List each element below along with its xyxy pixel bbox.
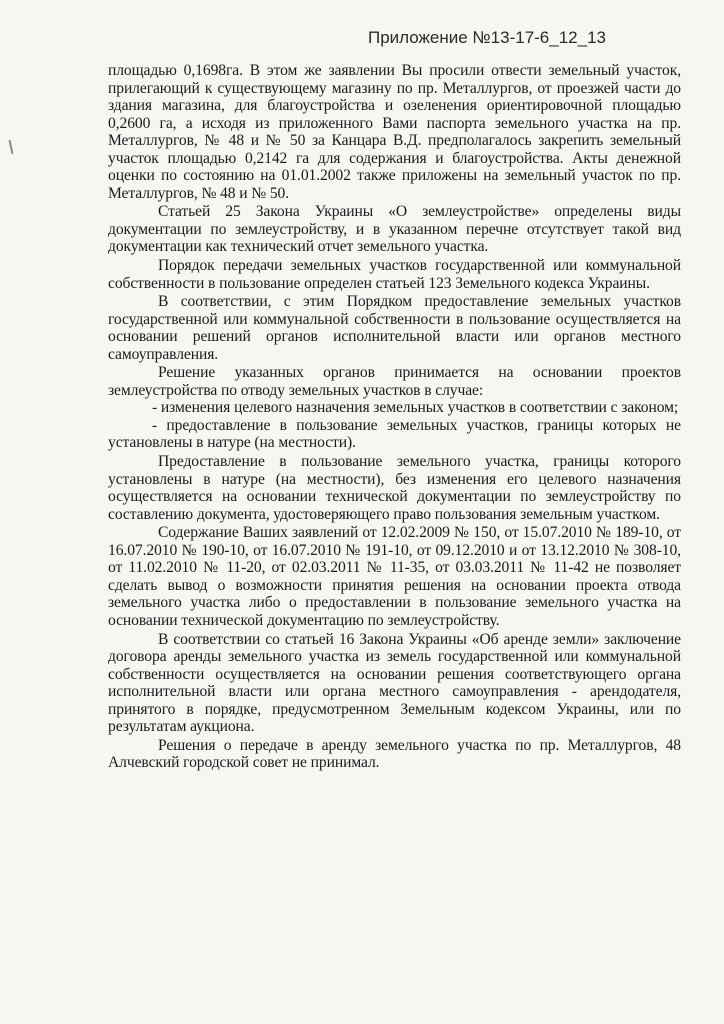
appendix-label: Приложение №13-17-6_12_13 <box>368 28 606 47</box>
paragraph-6: Предоставление в пользование земельного участка, границы которого установлены в натуре (на местности), без изменения его целевого назначения осуществляется на основании технической документации по землеустройству по составлению документа, удостоверяющего право пользования земельным участком. <box>108 453 681 523</box>
paragraph-1: площадью 0,1698га. В этом же заявлении Вы просили отвести земельный участок, прилегающий к существующему магазину по пр. Металлургов, от проезжей части до здания магазина, для благоустройства и озеленения ориентировочной площадью 0,2600 га, а исходя из приложенного Вами паспорта земельного участка на пр. Металлургов, № 48 и № 50 за Канцара В.Д. предполагалось закрепить земельный участок площадью 0,2142 га для содержания и благоустройства. Акты денежной оценки по состоянию на 01.01.2002 также приложены на земельный участок по пр. Металлургов, № 48 и № 50. <box>108 62 681 202</box>
list-item-1: - изменения целевого назначения земельных участков в соответствии с законом; <box>152 399 679 417</box>
paragraph-4: В соответствии, с этим Порядком предоставление земельных участков государственной или коммунальной собственности в пользование осуществляется на основании решений органов исполнительной власти или органов местного самоуправления. <box>108 293 681 363</box>
paragraph-2: Статьей 25 Закона Украины «О землеустройстве» определены виды документации по землеустройству, и в указанном перечне отсутствует такой вид документации как технический отчет земельного участка. <box>108 203 681 256</box>
paragraph-3: Порядок передачи земельных участков государственной или коммунальной собственности в пользование определен статьей 123 Земельного кодекса Украины. <box>108 257 681 292</box>
margin-mark <box>9 140 14 154</box>
paragraph-9: Решения о передаче в аренду земельного участка по пр. Металлургов, 48 Алчевский городской совет не принимал. <box>108 736 681 772</box>
paragraph-8: В соответствии со статьей 16 Закона Украины «Об аренде земли» заключение договора аренды земельного участка из земель государственной или коммунальной собственности осуществляется на основании решения соответствующего органа исполнительной власти или органа местного самоуправления - арендодателя, принятого в порядке, предусмотренном Земельным кодексом Украины, или по результатам аукциона. <box>108 630 681 736</box>
paragraph-5: Решение указанных органов принимается на основании проектов землеустройства по отводу земельных участков в случае: <box>108 364 681 399</box>
paragraph-7: Содержание Ваших заявлений от 12.02.2009 № 150, от 15.07.2010 № 189-10, от 16.07.2010 № 190-10, от 16.07.2010 № 191-10, от 09.12.2010 и от 13.12.2010 № 308-10, от 11.02.2010 № 11-20, от 02.03.2011 № 11-35, от 03.03.2011 № 11-42 не позволяет сделать вывод о возможности принятия решения на основании проекта отвода земельного участка либо о предоставлении в пользование земельного участка на основании технической документацию по землеустройству. <box>108 524 681 629</box>
document-body <box>108 62 681 772</box>
list-item-2: - предоставление в пользование земельных участков, границы которых не установлены в натуре (на местности). <box>108 416 681 452</box>
